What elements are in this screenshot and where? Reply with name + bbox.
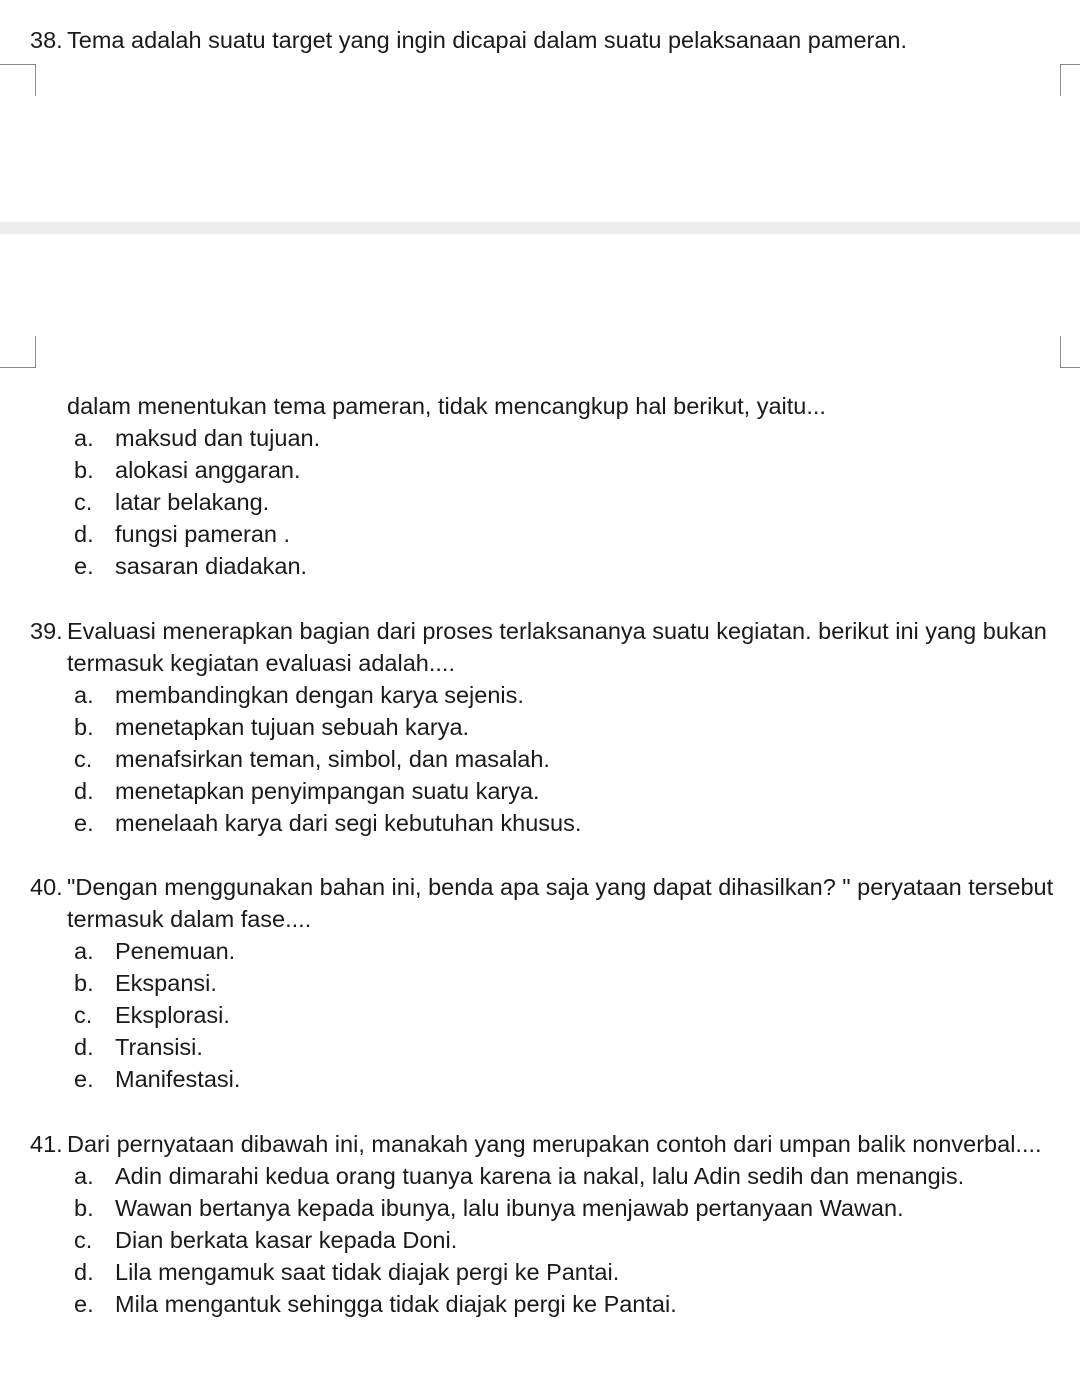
crop-mark-bottom-left: [0, 336, 36, 368]
option-text: Dian berkata kasar kepada Doni.: [115, 1227, 458, 1253]
answer-options: [30, 935, 1070, 1095]
option-letter: b.: [74, 457, 94, 483]
option-letter: d.: [74, 778, 94, 804]
answer-option-c[interactable]: [74, 486, 1070, 518]
option-text: latar belakang.: [115, 489, 270, 515]
option-letter: d.: [74, 1259, 94, 1285]
option-text: membandingkan dengan karya sejenis.: [115, 682, 524, 708]
option-text: menetapkan penyimpangan suatu karya.: [115, 778, 540, 804]
option-letter: d.: [74, 521, 94, 547]
answer-option-d[interactable]: [74, 1031, 1070, 1063]
question-continued-text: dalam menentukan tema pameran, tidak mencangkup hal berikut, yaitu...: [67, 393, 826, 419]
answer-option-e[interactable]: [74, 1063, 1070, 1095]
page-break-gap: [0, 222, 1080, 234]
answer-option-c[interactable]: [74, 1224, 1070, 1256]
option-letter: b.: [74, 1195, 94, 1221]
option-letter: e.: [74, 1291, 94, 1317]
answer-options: [30, 422, 1070, 582]
question-number: 40.: [30, 874, 63, 900]
question-stem: [30, 871, 1070, 935]
option-text: Wawan bertanya kepada ibunya, lalu ibunya menjawab pertanyaan Wawan.: [115, 1195, 904, 1221]
option-text: Eksplorasi.: [115, 1002, 230, 1028]
option-text: Transisi.: [115, 1034, 203, 1060]
option-letter: c.: [74, 1002, 93, 1028]
question-38: [30, 24, 1070, 56]
option-text: fungsi pameran .: [115, 521, 291, 547]
question-stem: [30, 615, 1070, 679]
answer-option-c[interactable]: [74, 743, 1070, 775]
answer-option-d[interactable]: [74, 1256, 1070, 1288]
answer-option-c[interactable]: [74, 999, 1070, 1031]
option-letter: c.: [74, 489, 93, 515]
crop-mark-top-left: [0, 64, 36, 96]
question-41: [30, 1128, 1070, 1320]
question-40: [30, 871, 1070, 1095]
option-text: menafsirkan teman, simbol, dan masalah.: [115, 746, 550, 772]
answer-option-a[interactable]: [74, 679, 1070, 711]
crop-mark-bottom-right: [1060, 336, 1080, 368]
answer-options: [30, 1160, 1070, 1320]
answer-option-a[interactable]: [74, 1160, 1070, 1192]
question-text: Dari pernyataan dibawah ini, manakah yang merupakan contoh dari umpan balik nonverbal....: [67, 1131, 1042, 1157]
option-text: alokasi anggaran.: [115, 457, 301, 483]
option-text: Manifestasi.: [115, 1066, 241, 1092]
option-text: Mila mengantuk sehingga tidak diajak pergi ke Pantai.: [115, 1291, 677, 1317]
option-letter: c.: [74, 1227, 93, 1253]
option-text: Penemuan.: [115, 938, 236, 964]
question-39: [30, 615, 1070, 839]
option-letter: b.: [74, 970, 94, 996]
answer-option-e[interactable]: [74, 807, 1070, 839]
question-number: 39.: [30, 618, 63, 644]
question-stem: [30, 1128, 1070, 1160]
option-letter: c.: [74, 746, 93, 772]
answer-option-d[interactable]: [74, 518, 1070, 550]
option-letter: a.: [74, 682, 94, 708]
option-letter: d.: [74, 1034, 94, 1060]
option-text: menelaah karya dari segi kebutuhan khusus.: [115, 810, 582, 836]
question-text: Evaluasi menerapkan bagian dari proses terlaksananya suatu kegiatan. berikut ini yang bukan termasuk kegiatan evaluasi adalah....: [67, 618, 1047, 676]
question-text: Tema adalah suatu target yang ingin dicapai dalam suatu pelaksanaan pameran.: [67, 27, 908, 53]
option-letter: a.: [74, 938, 94, 964]
question-stem: [30, 24, 1070, 56]
crop-mark-top-right: [1060, 64, 1080, 96]
option-text: Lila mengamuk saat tidak diajak pergi ke Pantai.: [115, 1259, 620, 1285]
option-text: Adin dimarahi kedua orang tuanya karena ia nakal, lalu Adin sedih dan menangis.: [115, 1163, 965, 1189]
answer-option-d[interactable]: [74, 775, 1070, 807]
option-letter: b.: [74, 714, 94, 740]
answer-option-b[interactable]: [74, 1192, 1070, 1224]
answer-option-e[interactable]: [74, 550, 1070, 582]
option-text: sasaran diadakan.: [115, 553, 308, 579]
question-38-continued: [30, 390, 1070, 582]
question-number: 41.: [30, 1131, 63, 1157]
option-text: maksud dan tujuan.: [115, 425, 321, 451]
option-letter: a.: [74, 1163, 94, 1189]
option-letter: e.: [74, 1066, 94, 1092]
answer-option-b[interactable]: [74, 967, 1070, 999]
answer-option-b[interactable]: [74, 711, 1070, 743]
option-letter: a.: [74, 425, 94, 451]
option-letter: e.: [74, 553, 94, 579]
question-number: 38.: [30, 27, 63, 53]
option-text: Ekspansi.: [115, 970, 217, 996]
option-text: menetapkan tujuan sebuah karya.: [115, 714, 470, 740]
answer-option-e[interactable]: [74, 1288, 1070, 1320]
answer-option-b[interactable]: [74, 454, 1070, 486]
option-letter: e.: [74, 810, 94, 836]
question-text: "Dengan menggunakan bahan ini, benda apa saja yang dapat dihasilkan? " peryataan tersebut termasuk dalam fase....: [67, 874, 1054, 932]
answer-option-a[interactable]: [74, 935, 1070, 967]
answer-options: [30, 679, 1070, 839]
answer-option-a[interactable]: [74, 422, 1070, 454]
